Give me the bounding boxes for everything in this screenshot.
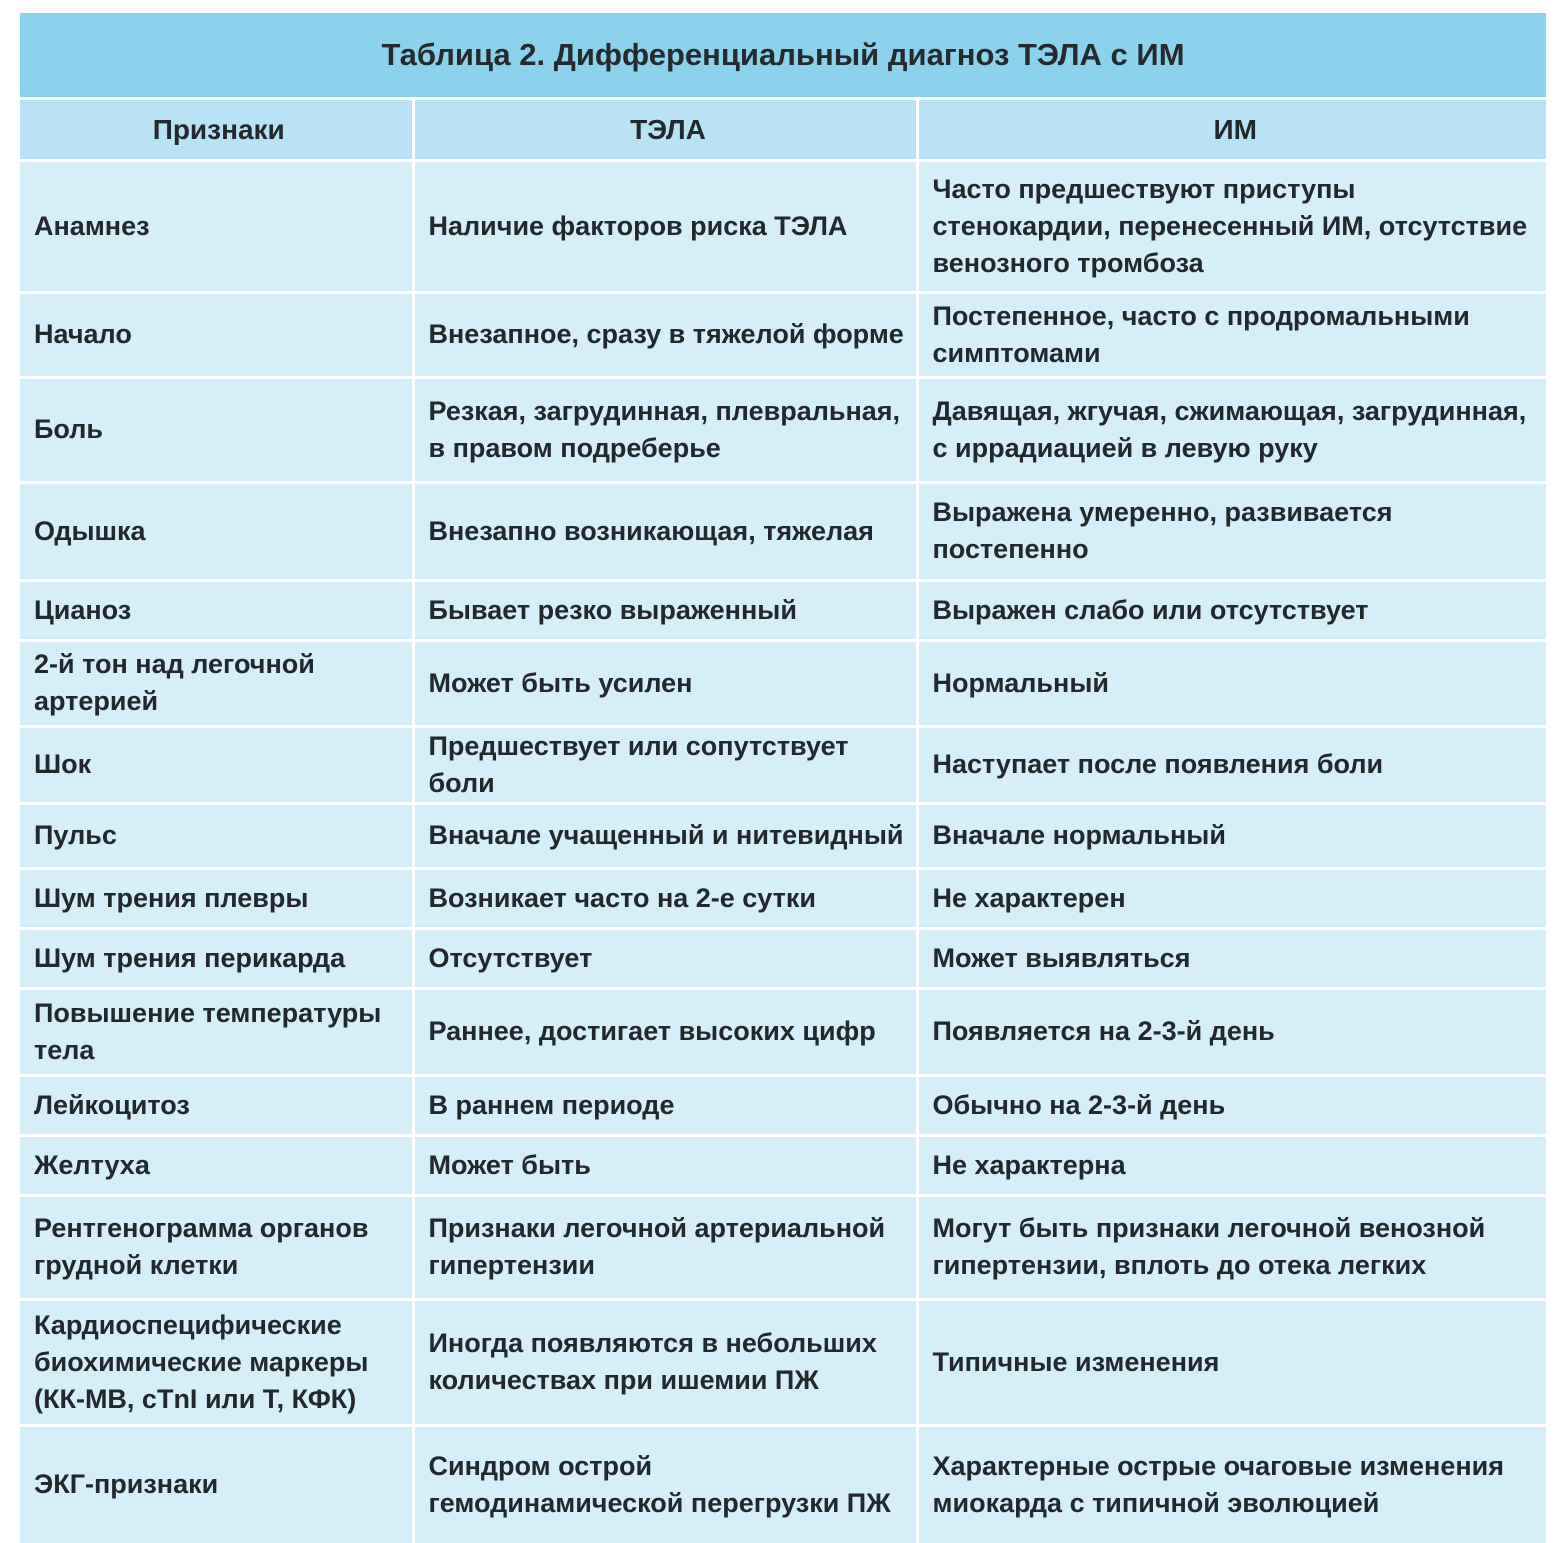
table-row [20,1425,1546,1543]
cell-im: Постепенное, часто с продромальными симптомами [917,292,1546,377]
cell-tela: Возникает часто на 2-е сутки [413,868,917,928]
cell-sign: Шок [20,726,413,803]
cell-sign: Повышение температуры тела [20,988,413,1075]
table-row [20,1135,1546,1195]
cell-im: Характерные острые очаговые изменения миокарда с типичной эволюцией [917,1425,1546,1543]
cell-tela: Бывает резко выраженный [413,580,917,640]
header-row [20,100,1546,160]
cell-sign: ЭКГ-признаки [20,1425,413,1543]
cell-sign: Шум трения плевры [20,868,413,928]
cell-im: Может выявляться [917,928,1546,988]
table-row [20,1299,1546,1425]
table-row [20,1195,1546,1299]
cell-sign: Лейкоцитоз [20,1075,413,1135]
cell-tela: Предшествует или сопутствует боли [413,726,917,803]
cell-im: Давящая, жгучая, сжимающая, загрудинная, с иррадиацией в левую руку [917,377,1546,482]
table-row [20,482,1546,580]
cell-sign: Шум трения перикарда [20,928,413,988]
table-row [20,928,1546,988]
cell-im: Часто предшествуют приступы стенокардии, перенесенный ИМ, отсутствие венозного тромбоза [917,160,1546,292]
table-row [20,640,1546,726]
table-row [20,803,1546,868]
cell-tela: Отсутствует [413,928,917,988]
cell-im: Появляется на 2-3-й день [917,988,1546,1075]
cell-sign: Желтуха [20,1135,413,1195]
table-row [20,1075,1546,1135]
cell-tela: Может быть [413,1135,917,1195]
table-row [20,988,1546,1075]
cell-tela: Синдром острой гемодинамической перегрузки ПЖ [413,1425,917,1543]
header-tela: ТЭЛА [413,100,917,160]
table-row [20,292,1546,377]
table-title: Таблица 2. Дифференциальный диагноз ТЭЛА с ИМ [20,13,1546,100]
cell-im: Типичные изменения [917,1299,1546,1425]
table-row [20,726,1546,803]
header-im: ИМ [917,100,1546,160]
table-container [20,13,1546,1543]
cell-tela: Резкая, загрудинная, плевральная, в правом подреберье [413,377,917,482]
cell-sign: Боль [20,377,413,482]
cell-tela: В раннем периоде [413,1075,917,1135]
cell-sign: Анамнез [20,160,413,292]
cell-tela: Наличие факторов риска ТЭЛА [413,160,917,292]
cell-tela: Раннее, достигает высоких цифр [413,988,917,1075]
cell-im: Не характерен [917,868,1546,928]
cell-im: Нормальный [917,640,1546,726]
table-row [20,580,1546,640]
cell-tela: Внезапно возникающая, тяжелая [413,482,917,580]
cell-im: Выражена умеренно, развивается постепенно [917,482,1546,580]
table-row [20,377,1546,482]
table-row [20,868,1546,928]
diagnosis-table [20,100,1546,1543]
cell-sign: Кардиоспецифические биохимические маркеры (КК-МВ, сTnI или Т, КФК) [20,1299,413,1425]
cell-tela: Иногда появляются в небольших количествах при ишемии ПЖ [413,1299,917,1425]
cell-sign: 2-й тон над легочной артерией [20,640,413,726]
cell-tela: Вначале учащенный и нитевидный [413,803,917,868]
cell-tela: Внезапное, сразу в тяжелой форме [413,292,917,377]
cell-im: Наступает после появления боли [917,726,1546,803]
cell-im: Не характерна [917,1135,1546,1195]
cell-im: Выражен слабо или отсутствует [917,580,1546,640]
cell-sign: Начало [20,292,413,377]
cell-im: Вначале нормальный [917,803,1546,868]
cell-im: Могут быть признаки легочной венозной гипертензии, вплоть до отека легких [917,1195,1546,1299]
cell-tela: Может быть усилен [413,640,917,726]
table-row [20,160,1546,292]
cell-sign: Одышка [20,482,413,580]
cell-sign: Пульс [20,803,413,868]
header-signs: Признаки [20,100,413,160]
cell-im: Обычно на 2-3-й день [917,1075,1546,1135]
cell-sign: Цианоз [20,580,413,640]
cell-tela: Признаки легочной артериальной гипертензии [413,1195,917,1299]
cell-sign: Рентгенограмма органов грудной клетки [20,1195,413,1299]
